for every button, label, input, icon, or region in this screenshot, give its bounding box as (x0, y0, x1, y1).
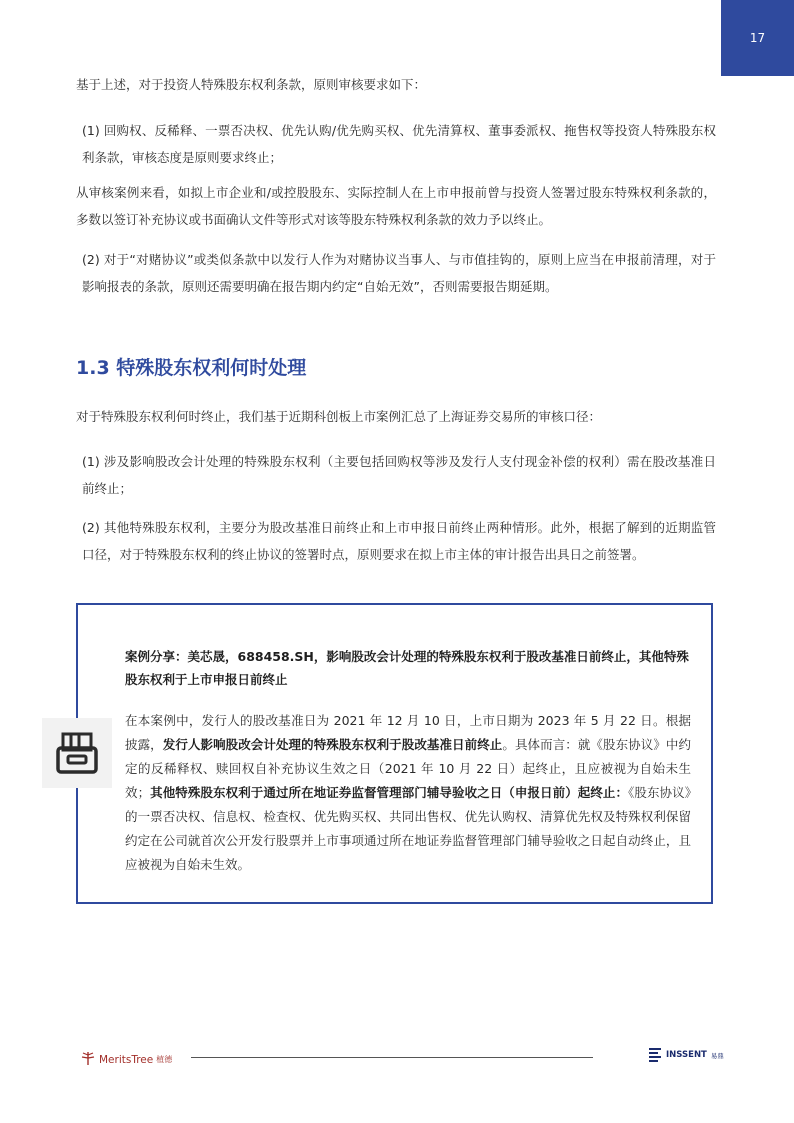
case-title: 案例分享：美芯晟，688458.SH，影响股改会计处理的特殊股东权利于股改基准日前终止，其他特殊股东权利于上市申报日前终止 (125, 649, 689, 687)
document-tray-icon (42, 718, 112, 788)
inssent-logo (648, 1047, 724, 1063)
review-item-1: (1) 回购权、反稀释、一票否决权、优先认购/优先购买权、优先清算权、董事委派权、拖售权等投资人特殊股东权利条款，审核态度是原则要求终止； (82, 123, 716, 165)
left-logo-text: MeritsTree (99, 1054, 154, 1066)
inssent-logo-icon (648, 1047, 662, 1063)
right-logo-cn: 易鼎 (710, 1051, 724, 1060)
case-body-text-2: 。具体而言：就《股东协议》中约定的反稀释权、赎回权自补充协议生效之日（2021 年 10 月 22 日）起终止，且应被视为自始未生效； (125, 737, 691, 800)
case-body-text-3: 《股东协议》的一票否决权、信息权、检查权、优先购买权、共同出售权、优先认购权、清算优先权及特殊权利保留约定在公司就首次公开发行股票并上市事项通过所在地证券监督管理部门辅导验收之日起自动终止，且应被视为自始未生效。 (125, 785, 691, 872)
section-item-2: (2) 其他特殊股东权利，主要分为股改基准日前终止和上市申报日前终止两种情形。此外，根据了解到的近期监管口径，对于特殊股东权利的终止协议的签署时点，原则要求在拟上市主体的审计报告出具日之前签署。 (82, 520, 716, 562)
section-intro: 对于特殊股东权利何时终止，我们基于近期科创板上市案例汇总了上海证券交易所的审核口径： (76, 409, 602, 424)
review-cases-paragraph: 从审核案例来看，如拟上市企业和/或控股股东、实际控制人在上市申报前曾与投资人签署过股东特殊权利条款的，多数以签订补充协议或书面确认文件等形式对该等股东特殊权利条款的效力予以终止。 (76, 185, 716, 227)
right-logo-text: INSSENT (666, 1050, 707, 1060)
left-logo-cn: 植德 (156, 1055, 173, 1064)
case-body-bold-1: 发行人影响股改会计处理的特殊股东权利于股改基准日前终止 (162, 737, 503, 752)
section-title: 1.3 特殊股东权利何时处理 (76, 357, 307, 379)
review-item-2: (2) 对于“对赌协议”或类似条款中以发行人作为对赌协议当事人、与市值挂钩的，原则上应当在申报前清理，对于影响报表的条款，原则还需要明确在报告期内约定“自始无效”，否则需要报告期延期。 (82, 252, 716, 294)
case-body-text-1: 在本案例中，发行人的股改基准日为 2021 年 12 月 10 日，上市日期为 2023 年 5 月 22 日。根据披露， (125, 713, 691, 752)
case-body-bold-2: 其他特殊股东权利于通过所在地证券监督管理部门辅导验收之日（申报日前）起终止： (150, 785, 629, 800)
section-item-1: (1) 涉及影响股改会计处理的特殊股东权利（主要包括回购权等涉及发行人支付现金补偿的权利）需在股改基准日前终止； (82, 454, 716, 496)
case-study-box (76, 603, 713, 904)
page-number-tab (721, 0, 794, 76)
case-body (125, 709, 691, 877)
footer-divider (191, 1057, 593, 1058)
meritstree-logo (80, 1050, 172, 1066)
tree-logo-icon (80, 1050, 96, 1066)
page-number: 17 (749, 31, 766, 45)
intro-paragraph: 基于上述，对于投资人特殊股东权利条款，原则审核要求如下： (76, 77, 427, 92)
